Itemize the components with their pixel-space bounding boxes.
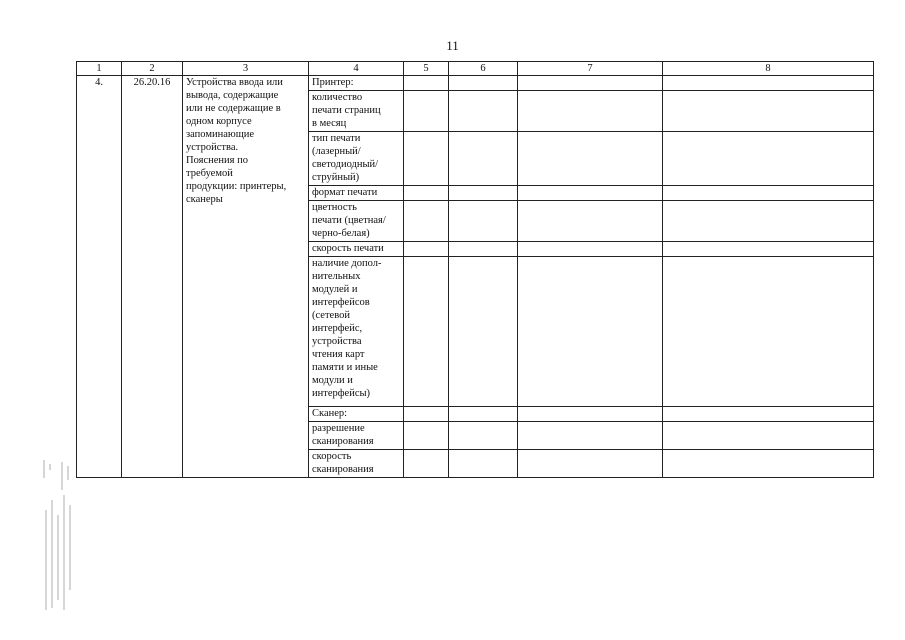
empty-cell — [663, 450, 874, 478]
empty-cell — [449, 132, 518, 186]
empty-cell — [404, 242, 449, 257]
empty-cell — [449, 186, 518, 201]
column-header: 1 — [77, 62, 122, 76]
empty-cell — [518, 186, 663, 201]
characteristic-cell: цветность печати (цветная/ черно-белая) — [309, 201, 404, 242]
empty-cell — [663, 257, 874, 407]
empty-cell — [518, 407, 663, 422]
column-header: 7 — [518, 62, 663, 76]
empty-cell — [449, 91, 518, 132]
empty-cell — [518, 257, 663, 407]
empty-cell — [518, 76, 663, 91]
row-number: 4. — [77, 76, 122, 478]
margin-stamp — [40, 460, 74, 610]
empty-cell — [449, 242, 518, 257]
column-header: 6 — [449, 62, 518, 76]
empty-cell — [663, 76, 874, 91]
empty-cell — [404, 201, 449, 242]
specification-table — [76, 61, 874, 478]
empty-cell — [404, 132, 449, 186]
empty-cell — [449, 450, 518, 478]
characteristic-cell: наличие допол- нительных модулей и интерфейсов (сетевой интерфейс, устройства чтения карт памяти и иные модули и интерфейсы) — [309, 257, 404, 407]
characteristic-cell: скорость печати — [309, 242, 404, 257]
empty-cell — [518, 201, 663, 242]
column-header: 8 — [663, 62, 874, 76]
empty-cell — [518, 242, 663, 257]
empty-cell — [404, 450, 449, 478]
column-header: 2 — [122, 62, 183, 76]
empty-cell — [449, 257, 518, 407]
characteristic-cell: Сканер: — [309, 407, 404, 422]
column-header: 5 — [404, 62, 449, 76]
empty-cell — [518, 450, 663, 478]
empty-cell — [404, 91, 449, 132]
characteristic-cell: тип печати (лазерный/ светодиодный/ струйный) — [309, 132, 404, 186]
column-header: 3 — [183, 62, 309, 76]
characteristic-cell: формат печати — [309, 186, 404, 201]
table-row — [77, 76, 874, 91]
empty-cell — [663, 407, 874, 422]
header-row — [77, 62, 874, 76]
empty-cell — [663, 91, 874, 132]
characteristic-cell: Принтер: — [309, 76, 404, 91]
empty-cell — [663, 422, 874, 450]
characteristic-cell: разрешение сканирования — [309, 422, 404, 450]
empty-cell — [663, 186, 874, 201]
empty-cell — [449, 422, 518, 450]
empty-cell — [449, 201, 518, 242]
page-number: 11 — [446, 38, 459, 53]
empty-cell — [518, 91, 663, 132]
empty-cell — [663, 242, 874, 257]
empty-cell — [404, 76, 449, 91]
column-header: 4 — [309, 62, 404, 76]
empty-cell — [518, 132, 663, 186]
product-code: 26.20.16 — [122, 76, 183, 478]
empty-cell — [449, 407, 518, 422]
empty-cell — [449, 76, 518, 91]
characteristic-cell: скорость сканирования — [309, 450, 404, 478]
empty-cell — [404, 257, 449, 407]
empty-cell — [404, 186, 449, 201]
product-description: Устройства ввода или вывода, содержащие или не содержащие в одном корпусе запоминающие устройства. Пояснения по требуемой продукции: принтеры, сканеры — [183, 76, 309, 478]
empty-cell — [404, 407, 449, 422]
characteristic-cell: количество печати страниц в месяц — [309, 91, 404, 132]
empty-cell — [518, 422, 663, 450]
empty-cell — [663, 132, 874, 186]
empty-cell — [663, 201, 874, 242]
empty-cell — [404, 422, 449, 450]
